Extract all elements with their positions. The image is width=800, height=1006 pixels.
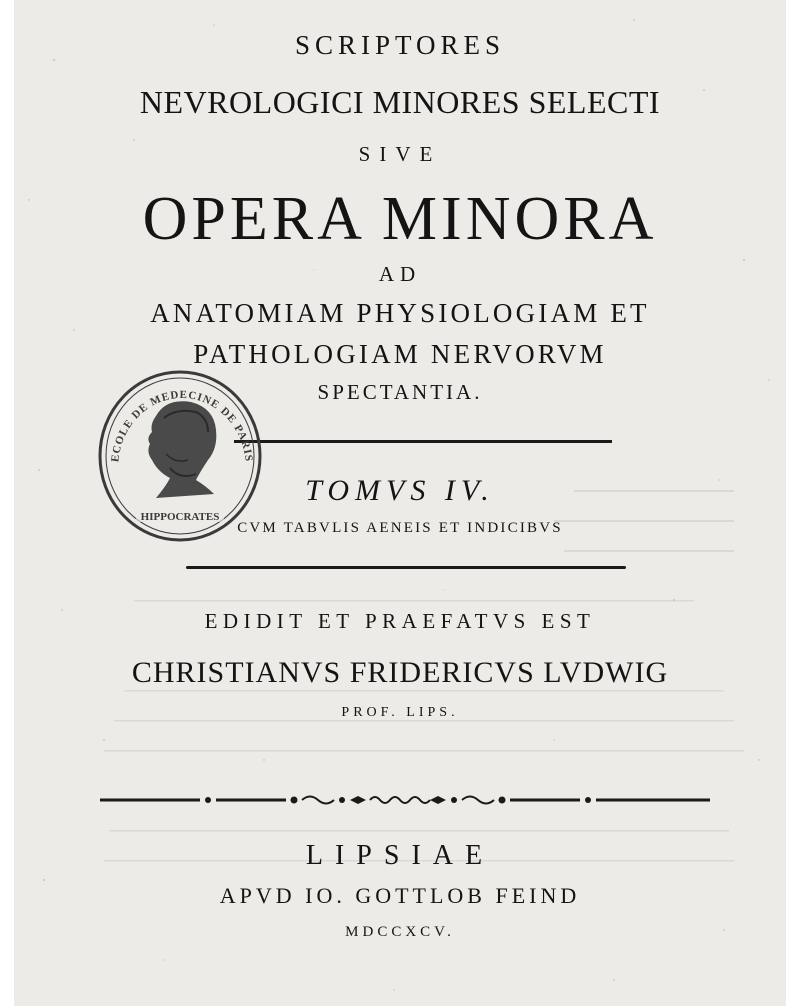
volume-label: TOMVS IV. [305,474,495,507]
imprint-year: MDCCXCV. [345,924,455,940]
author-title: PROF. LIPS. [341,705,459,720]
divider-rule-lower [186,566,626,569]
hippocrates-bust-icon [148,401,216,498]
stamp-text-top: ECOLE DE MEDECINE DE PARIS [109,388,255,463]
contents-note: CVM TABVLIS AENEIS ET INDICIBVS [237,520,563,536]
title-line-nevrologici: NEVROLOGICI MINORES SELECTI [139,84,661,120]
title-line-sive: SIVE [358,142,442,166]
imprint-publisher: APVD IO. GOTTLOB FEIND [219,883,581,908]
title-line-scriptores: SCRIPTORES [294,30,506,60]
stamp-text-bottom: HIPPOCRATES [140,511,220,523]
title-line-pathologiam: PATHOLOGIAM NERVORVM [193,339,607,369]
title-line-spectantia: SPECTANTIA. [317,380,483,404]
divider-rule-upper [234,440,612,443]
library-stamp [96,368,264,542]
edited-by-line: EDIDIT ET PRAEFATVS EST [204,609,596,633]
ornamental-rule [100,786,710,814]
title-page [14,0,786,1006]
title-line-anatomiam: ANATOMIAM PHYSIOLOGIAM ET [150,298,650,328]
title-line-ad: AD [378,262,422,286]
author-name: CHRISTIANVS FRIDERICVS LVDWIG [131,656,669,689]
main-title: OPERA MINORA [142,185,658,253]
imprint-place: LIPSIAE [305,840,495,871]
